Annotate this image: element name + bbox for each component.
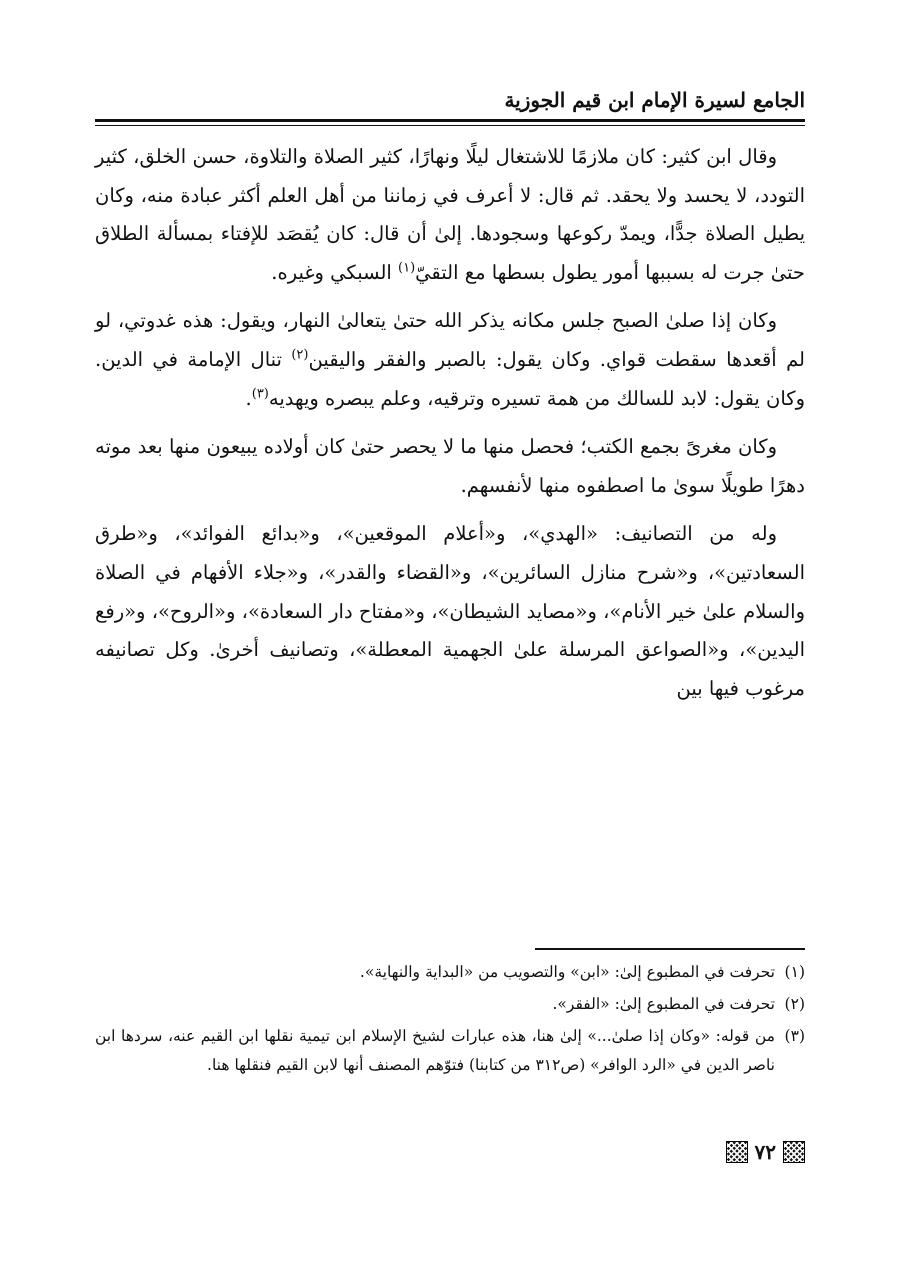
- checkered-square-ornament-icon: [726, 1141, 748, 1163]
- footnote-reference: (٢): [291, 347, 309, 363]
- footnote-number: (١): [784, 963, 805, 981]
- paragraph-text: السبكي وغيره.: [271, 260, 399, 284]
- footnote-text: تحرفت في المطبوع إلىٰ: «الفقر».: [552, 995, 775, 1013]
- page-footer: [726, 1141, 805, 1163]
- footnote-text: من قوله: «وكان إذا صلىٰ...» إلىٰ هنا، هذه عبارات لشيخ الإسلام ابن تيمية نقلها ابن القيم عنه، سردها ابن ناصر الدين في «الرد الوافر» (ص٣١٢ من كتابنا) فتوّهم المصنف أنها لابن القيم فنقلها هنا.: [95, 1027, 775, 1074]
- paragraph: [95, 302, 805, 418]
- header-rule-thin: [95, 125, 805, 126]
- footnote-number: (٢): [784, 995, 805, 1013]
- paragraph: [95, 515, 805, 708]
- footnotes: [95, 958, 805, 1083]
- header-rule: [95, 119, 805, 122]
- paragraph: [95, 138, 805, 292]
- paragraph-text: وقال ابن كثير: كان ملازمًا للاشتغال ليلًا ونهارًا، كثير الصلاة والتلاوة، حسن الخلق، كثير التودد، لا يحسد ولا يحقد. ثم قال: لا أعرف في زماننا من أهل العلم أكثر عبادة منه، وكان يطيل الصلاة جدًّا، ويمدّ ركوعها وسجودها. إلىٰ أن قال: كان يُقصَد للإفتاء بمسألة الطلاق حتىٰ جرت له بسببها أمور يطول بسطها مع التقيّ: [95, 145, 805, 284]
- paragraph-text: وكان إذا صلىٰ الصبح جلس مكانه يذكر الله حتىٰ يتعالىٰ النهار، ويقول: هذه غدوتي، لو لم أقعدها سقطت قواي. وكان يقول: بالصبر والفقر واليقين: [95, 309, 805, 371]
- footnote: [95, 1022, 805, 1080]
- paragraph-text: .: [245, 386, 252, 410]
- paragraph-text: وله من التصانيف: «الهدي»، و«أعلام الموقعين»، و«بدائع الفوائد»، و«طرق السعادتين»، و«شرح منازل السائرين»، و«القضاء والقدر»، و«جلاء الأفهام في الصلاة والسلام علىٰ خير الأنام»، و«مصايد الشيطان»، و«مفتاح دار السعادة»، و«الروح»، و«رفع اليدين»، و«الصواعق المرسلة علىٰ الجهمية المعطلة»، وتصانيف أخرىٰ. وكل تصانيفه مرغوب فيها بين: [95, 522, 805, 700]
- footnote-reference: (٣): [251, 386, 269, 402]
- footnote-number: (٣): [784, 1027, 805, 1045]
- footnote-reference: (١): [398, 260, 416, 276]
- paragraph-text: تنال الإمامة في الدين. وكان يقول: لابد للسالك من همة تسيره وترقيه، وعلم يبصره ويهديه: [95, 347, 805, 410]
- paragraph-text: وكان مغرىً بجمع الكتب؛ فحصل منها ما لا يحصر حتىٰ كان أولاده يبيعون منها بعد موته دهرًا طويلًا سوىٰ ما اصطفوه منها لأنفسهم.: [95, 435, 805, 497]
- checkered-square-ornament-icon: [783, 1141, 805, 1163]
- footnote-separator: [535, 948, 805, 950]
- paragraph: [95, 428, 805, 505]
- footnote-text: تحرفت في المطبوع إلىٰ: «ابن» والتصويب من «البداية والنهاية».: [359, 963, 775, 981]
- main-text: [95, 138, 805, 718]
- running-header: الجامع لسيرة الإمام ابن قيم الجوزية: [504, 88, 805, 112]
- page-number: ٧٢: [754, 1140, 776, 1164]
- footnote: [95, 958, 805, 987]
- footnote: [95, 990, 805, 1019]
